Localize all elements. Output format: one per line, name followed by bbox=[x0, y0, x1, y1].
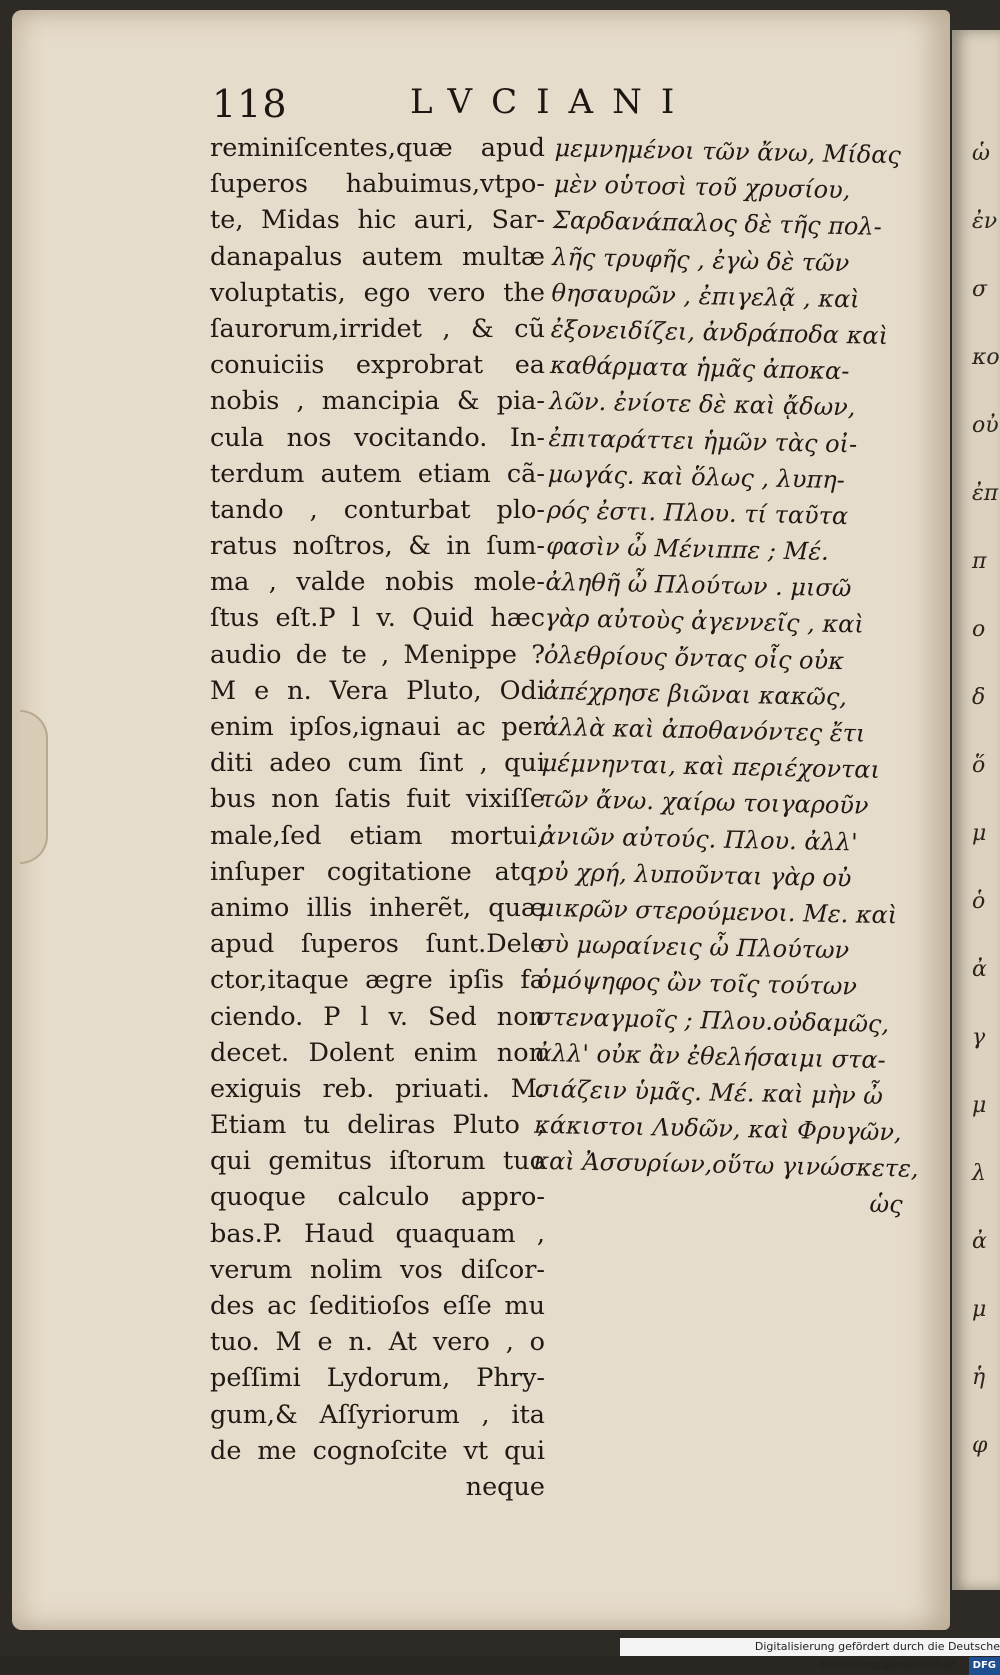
page-clasp-shadow bbox=[20, 710, 48, 864]
greek-text-line: φασὶν ὦ Μένιππε ; Μέ. bbox=[545, 531, 830, 566]
facing-page-fragment: ἐπ bbox=[972, 481, 999, 506]
latin-text-line: bas.P. Haud quaquam , bbox=[210, 1218, 545, 1249]
greek-text-line: τῶν ἄνω. χαίρω τοιγαροῦν bbox=[540, 785, 869, 821]
greek-column bbox=[532, 130, 925, 1223]
footer-text: Digitalisierung gefördert durch die Deutsche Forschungsgemeinschaft - bbox=[754, 1640, 1000, 1671]
latin-text-line: des ac ſeditioſos eſſe mu bbox=[210, 1291, 545, 1321]
facing-page-fragment: μ bbox=[972, 1093, 987, 1118]
greek-text-line: θησαυρῶν , ἐπιγελᾷ , καὶ bbox=[551, 278, 860, 314]
latin-text-line: ratus noſtros, & in ſum- bbox=[210, 531, 545, 562]
greek-text-line: λῶν. ἐνίοτε δὲ καὶ ᾄδων, bbox=[549, 387, 856, 422]
facing-page-fragment: φ bbox=[972, 1433, 988, 1458]
latin-text-line: cula nos vocitando. In- bbox=[210, 422, 545, 453]
latin-text-line: diti adeo cum ſint , qui bbox=[210, 748, 545, 779]
facing-page-fragment: γ bbox=[972, 1025, 986, 1050]
latin-text-line: male,ſed etiam mortui, bbox=[210, 820, 545, 851]
facing-page-fragment: ὡ bbox=[972, 141, 990, 166]
latin-text-line: animo illis inherẽt, quæ bbox=[210, 892, 545, 923]
latin-text-line: de me cognoſcite vt qui bbox=[210, 1435, 545, 1466]
dfg-logo-icon: DFG bbox=[969, 1657, 1000, 1675]
greek-text-line: καθάρματα ἡμᾶς ἀποκα- bbox=[549, 351, 850, 386]
latin-text-line: nobis , mancipia & pia- bbox=[210, 386, 545, 417]
running-title: LVCIANI bbox=[410, 82, 694, 122]
latin-text-line: tando , conturbat plo- bbox=[210, 494, 545, 525]
latin-text-line: te, Midas hic auri, Sar- bbox=[210, 205, 545, 236]
greek-text-line: σὺ μωραίνεις ὦ Πλούτων bbox=[537, 929, 850, 965]
facing-page-fragment: ὁ bbox=[972, 889, 986, 914]
greek-text-line: ἀνιῶν αὐτούς. Πλου. ἀλλ' bbox=[539, 821, 858, 857]
latin-text-line: enim ipſos,ignaui ac per bbox=[210, 712, 545, 742]
latin-text-line: danapalus autem multæ bbox=[210, 241, 545, 272]
facing-page-fragment: ἐν bbox=[972, 209, 998, 234]
greek-text-line: λῆς τρυφῆς , ἐγὼ δὲ τῶν bbox=[552, 242, 850, 277]
greek-text-line: στεναγμοῖς ; Πλου.οὐδαμῶς, bbox=[536, 1002, 890, 1038]
latin-text-line: gum,& Aſſyriorum , ita bbox=[210, 1399, 545, 1430]
digitization-footer bbox=[620, 1638, 1000, 1671]
facing-page-fragment: λ bbox=[972, 1161, 986, 1186]
greek-text-line: ὁμόψηφος ὢν τοῖς τούτων bbox=[536, 966, 858, 1001]
greek-text-line: μικρῶν στερούμενοι. Με. καὶ bbox=[538, 893, 898, 930]
facing-page-fragment: κο bbox=[972, 345, 1000, 370]
greek-text-line: οὐ χρή, λυποῦνται γὰρ οὐ bbox=[539, 857, 852, 893]
greek-text-line: μεμνημένοι τῶν ἄνω, Μίδας bbox=[554, 133, 902, 170]
latin-text-line: M e n. Vera Pluto, Odi bbox=[210, 675, 545, 706]
latin-column bbox=[210, 130, 545, 1505]
latin-text-line: quoque calculo appro- bbox=[210, 1182, 545, 1213]
page-header bbox=[212, 82, 732, 126]
greek-text-line: κάκιστοι Λυδῶν, καὶ Φρυγῶν, bbox=[533, 1110, 902, 1147]
greek-text-line: γὰρ αὐτοὺς ἀγεννεῖς , καὶ bbox=[544, 604, 865, 640]
greek-text-line: καὶ Ἀσσυρίων,οὕτω γινώσκετε, bbox=[533, 1147, 919, 1184]
greek-text-line: Σαρδανάπαλος δὲ τῆς πολ- bbox=[552, 206, 883, 242]
facing-page-fragments bbox=[972, 120, 1000, 1480]
greek-text-line: μέμνηνται, καὶ περιέχονται bbox=[541, 749, 881, 785]
greek-text-line: ὀλεθρίους ὄντας οἷς οὐκ bbox=[543, 640, 845, 675]
facing-page-fragment: ἀ bbox=[972, 957, 987, 982]
facing-page-fragment: π bbox=[972, 549, 987, 574]
latin-text-line: exiguis reb. priuati. M. bbox=[210, 1073, 545, 1104]
greek-text-line: ρός ἐστι. Πλου. τί ταῦτα bbox=[546, 495, 849, 531]
facing-page-fragment: ὅ bbox=[972, 753, 986, 778]
greek-text-line: μωγάς. καὶ ὅλως , λυπη- bbox=[547, 459, 846, 494]
latin-text-line: ſtus eſt.P l v. Quid hæc bbox=[210, 603, 545, 634]
greek-text-line: ἀλλ' οὐκ ἂν ἐθελήσαιμι στα- bbox=[535, 1038, 887, 1074]
greek-text-line: ἀληθῆ ὦ Πλούτων . μισῶ bbox=[545, 568, 852, 603]
facing-page-fragment: ἀ bbox=[972, 1229, 987, 1254]
latin-text-line: conuiciis exprobrat ea bbox=[210, 350, 545, 381]
latin-text-line: apud ſuperos ſunt.Dele bbox=[210, 929, 545, 960]
latin-text-line: voluptatis, ego vero the bbox=[210, 277, 545, 308]
facing-page-fragment: δ bbox=[972, 685, 986, 710]
facing-page-fragment: ἡ bbox=[972, 1365, 986, 1390]
latin-text-line: reminiſcentes,quæ apud bbox=[210, 133, 545, 163]
greek-text-line: ἀλλὰ καὶ ἀποθανόντες ἔτι bbox=[542, 712, 866, 748]
folio-number: 118 bbox=[212, 82, 288, 126]
facing-page-fragment: μ bbox=[972, 1297, 987, 1322]
latin-text-line: ciendo. P l v. Sed non bbox=[210, 1001, 545, 1032]
latin-text-line: terdum autem etiam cã- bbox=[210, 458, 545, 489]
greek-text-line: σιάζειν ὑμᾶς. Μέ. καὶ μὴν ὦ bbox=[534, 1074, 884, 1110]
greek-text-line: ἐπιταράττει ἡμῶν τὰς οἰ- bbox=[548, 423, 858, 458]
latin-text-line: ma , valde nobis mole- bbox=[210, 567, 545, 598]
greek-text-line: μὲν οὑτοσὶ τοῦ χρυσίου, bbox=[553, 170, 851, 205]
latin-catchword: neque bbox=[465, 1471, 545, 1502]
latin-text-line: Etiam tu deliras Pluto , bbox=[210, 1110, 545, 1141]
facing-page-fragment: ο bbox=[972, 617, 986, 642]
latin-text-line: verum nolim vos diſcor- bbox=[210, 1254, 545, 1285]
facing-page-fragment: μ bbox=[972, 821, 987, 846]
latin-text-line: peſſimi Lydorum, Phry- bbox=[210, 1363, 545, 1394]
latin-text-line: inſuper cogitatione atq; bbox=[210, 856, 545, 887]
latin-text-line: decet. Dolent enim non bbox=[210, 1037, 545, 1068]
facing-page-fragment: οὐ bbox=[972, 413, 999, 438]
latin-text-line: qui gemitus iſtorum tuo bbox=[210, 1146, 545, 1177]
latin-text-line: ſuperos habuimus,vtpo- bbox=[210, 169, 545, 200]
latin-text-line: audio de te , Menippe ? bbox=[210, 639, 545, 670]
greek-text-line: ἀπέχρησε βιῶναι κακῶς, bbox=[542, 676, 848, 712]
greek-catchword: ὡς bbox=[869, 1190, 903, 1219]
latin-text-line: ſaurorum,irridet , & cũ bbox=[210, 313, 545, 344]
greek-text-line: ἐξονειδίζει, ἀνδράποδα καὶ bbox=[550, 314, 889, 350]
facing-page-fragment: σ bbox=[972, 277, 988, 302]
latin-text-line: bus non ſatis fuit vixiſſe bbox=[210, 784, 545, 815]
latin-text-line: ctor,itaque ægre ipſis fa bbox=[210, 965, 545, 996]
latin-text-line: tuo. M e n. At vero , o bbox=[210, 1327, 545, 1358]
